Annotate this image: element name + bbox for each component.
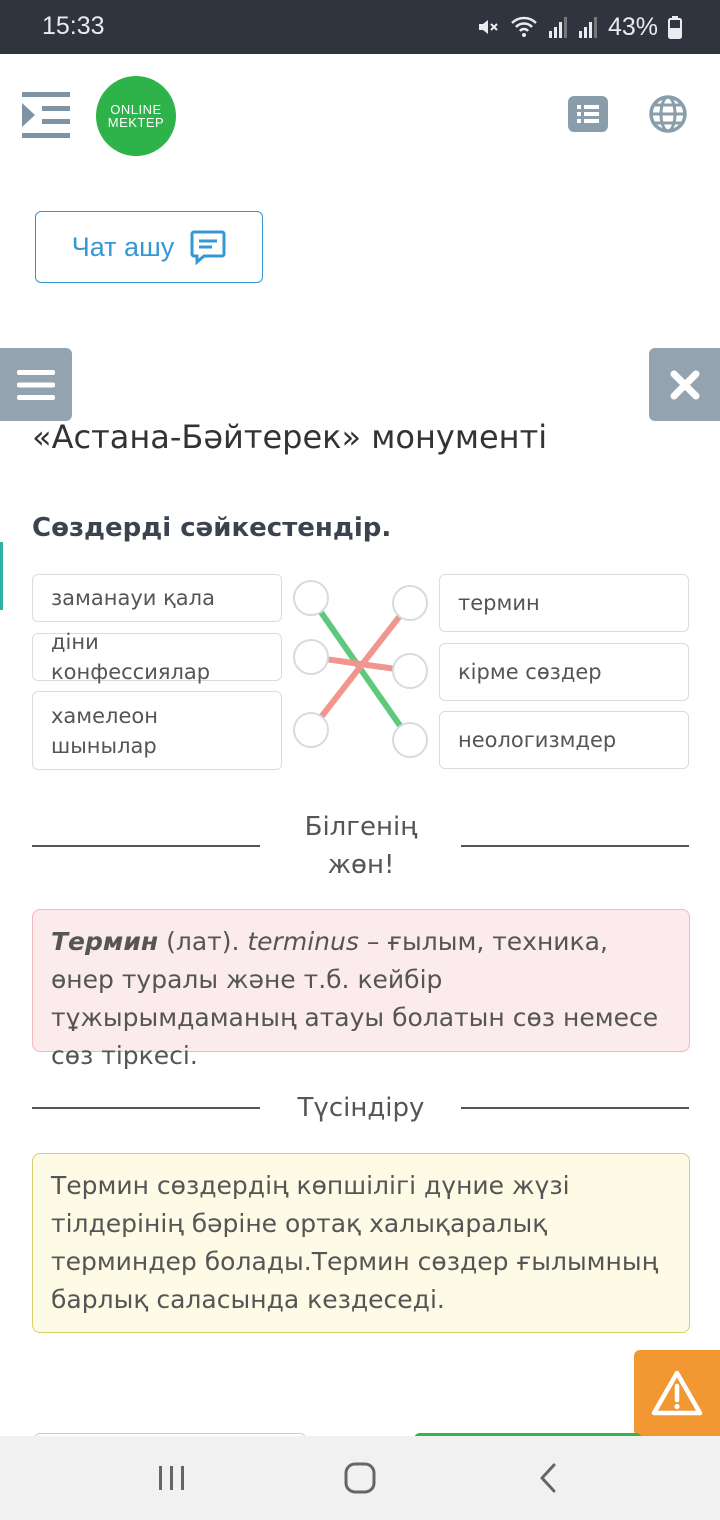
close-button[interactable] <box>649 348 720 421</box>
battery-percent: 43% <box>607 12 658 41</box>
lesson-menu-button[interactable] <box>0 348 72 421</box>
menu-icon <box>17 369 55 401</box>
close-icon <box>670 370 700 400</box>
right-connector-2[interactable] <box>392 653 428 689</box>
list-icon[interactable] <box>568 96 608 132</box>
right-connector-3[interactable] <box>392 722 428 758</box>
term-origin: (лат). <box>166 927 240 956</box>
term-word: Термин <box>51 927 159 956</box>
left-connector-2[interactable] <box>293 639 329 675</box>
right-item-2[interactable]: кірме сөздер <box>439 643 689 701</box>
left-connector-1[interactable] <box>293 580 329 616</box>
term-definition: – ғылым, техника, өнер туралы және т.б. кейбір тұжырымдаманың атауы болатын сөз немесе сөз тіркесі. <box>51 927 659 1070</box>
battery-icon <box>668 15 682 39</box>
progress-marker <box>0 542 3 610</box>
open-chat-label: Чат ашу <box>71 231 175 262</box>
know-section-label: Білгенің жөн! <box>304 812 418 880</box>
system-nav-bar <box>0 1436 720 1520</box>
nav-menu-icon[interactable] <box>22 92 72 138</box>
explain-section-label: Түсіндіру <box>297 1093 425 1123</box>
back-icon[interactable] <box>526 1456 570 1500</box>
right-item-1[interactable]: термин <box>439 574 689 632</box>
explanation-text: Термин сөздердің көпшілігі дүние жүзі тілдерінің бәріне ортақ халықаралық терминдер болады.Термин сөздер ғылымның барлық саласында кездеседі. <box>51 1171 659 1314</box>
globe-icon[interactable] <box>648 94 688 134</box>
recent-apps-icon[interactable] <box>150 1456 194 1500</box>
signal-icon <box>548 15 568 39</box>
open-chat-button[interactable] <box>35 211 263 283</box>
left-item-3[interactable]: хамелеон шынылар <box>32 691 282 770</box>
divider <box>32 845 260 847</box>
signal-icon-2 <box>578 15 598 39</box>
explanation-box <box>32 1153 690 1333</box>
divider <box>461 845 689 847</box>
wifi-icon <box>510 15 538 39</box>
right-connector-1[interactable] <box>392 585 428 621</box>
lesson-title: «Астана-Бәйтерек» монументі <box>32 418 548 456</box>
left-connector-3[interactable] <box>293 712 329 748</box>
divider <box>32 1107 260 1109</box>
home-icon[interactable] <box>338 1456 382 1500</box>
left-item-2[interactable]: діни конфессиялар <box>32 633 282 681</box>
report-button[interactable] <box>634 1350 720 1436</box>
chat-icon <box>190 229 226 265</box>
warning-icon <box>651 1370 703 1416</box>
right-item-3[interactable]: неологизмдер <box>439 711 689 769</box>
divider <box>461 1107 689 1109</box>
term-latin: terminus <box>247 927 359 956</box>
status-time: 15:33 <box>42 12 105 40</box>
term-definition-box <box>32 909 690 1070</box>
status-bar <box>0 0 720 54</box>
task-title: Сөздерді сәйкестендір. <box>32 513 392 543</box>
online-mektep-logo[interactable]: ONLINE MEKTEP <box>96 76 176 156</box>
left-item-1[interactable]: заманауи қала <box>32 574 282 622</box>
mute-icon <box>476 15 500 39</box>
